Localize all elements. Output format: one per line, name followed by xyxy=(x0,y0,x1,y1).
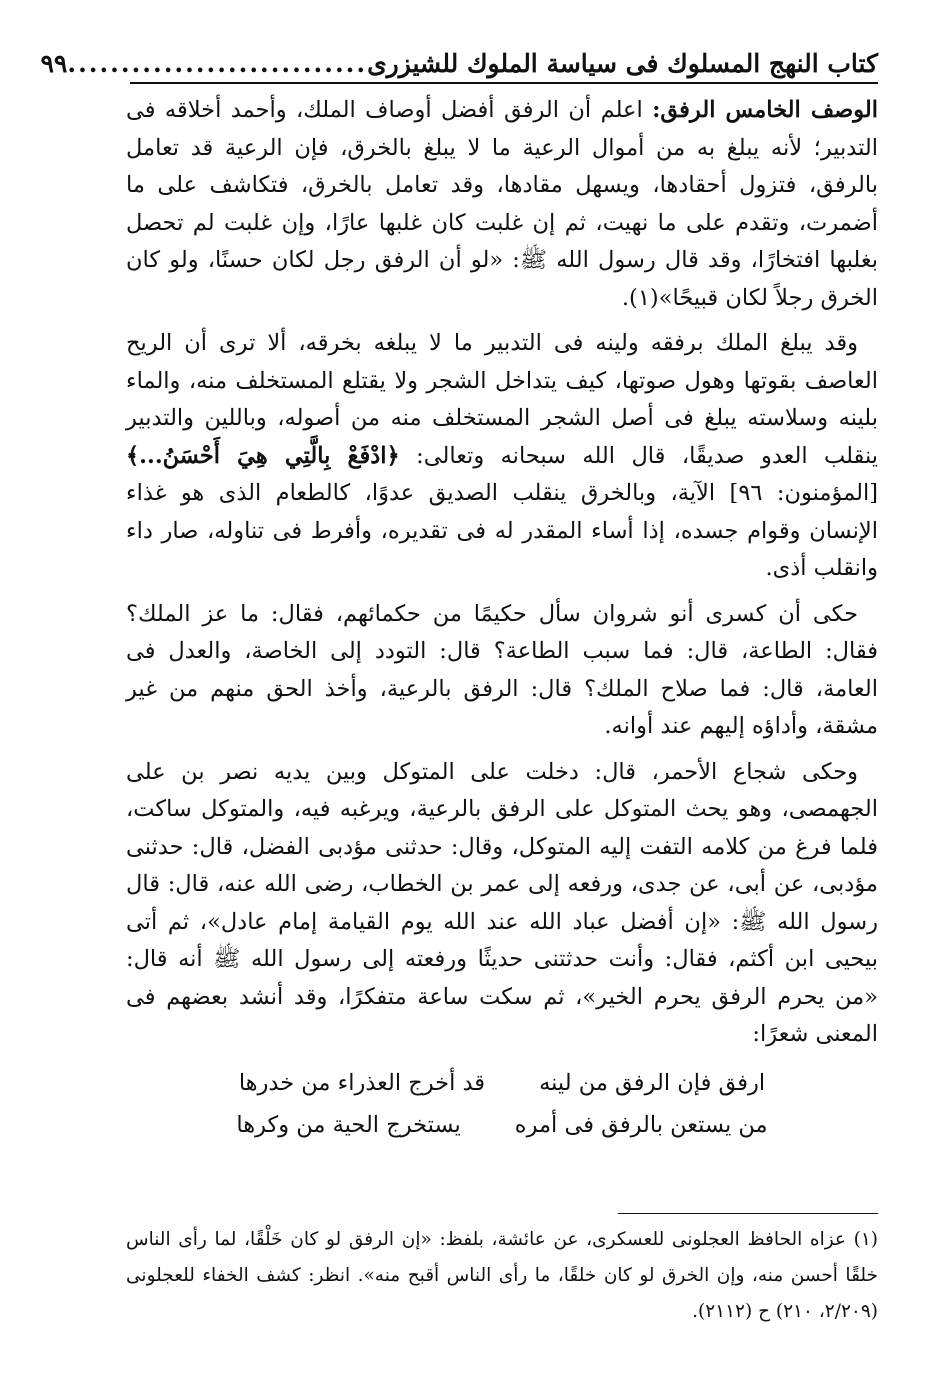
header-leader-dots: ............................ xyxy=(67,49,368,78)
paragraph-text: [المؤمنون: ٩٦] الآية، وبالخرق ينقلب الصديق عدوًا، كالطعام الذى هو غذاء الإنسان وقوام جسده، إذا أساء المقدر له فى تقديره، وأفرط فى تناوله، صار داء وانقلب أذى. xyxy=(126,480,878,581)
paragraph-gentleness xyxy=(126,92,878,317)
paragraph-kisra: حكى أن كسرى أنو شروان سأل حكيمًا من حكمائهم، فقال: ما عز الملك؟ فقال: الطاعة، قال: فما سبب الطاعة؟ قال: التودد إلى الخاصة، والعدل فى العامة، قال: فما صلاح الملك؟ قال: الرفق بالرعية، وأخذ الحق منهم من غير مشقة، وأداؤه إليهم عند أوانه. xyxy=(126,600,878,739)
poem xyxy=(126,1062,878,1146)
poem-verse xyxy=(126,1104,878,1146)
hemistich-second: قد أخرج العذراء من خدرها xyxy=(238,1069,486,1096)
running-header xyxy=(40,38,878,84)
poem-verse xyxy=(126,1062,878,1104)
paragraph-text: اعلم أن الرفق أفضل أوصاف الملك، وأحمد أخلاقه فى التدبير؛ لأنه يبلغ به من أموال الرعية ما لا يبلغ بالخرق، فإن الرعية قد تعامل بالرفق، فتزول أحقادها، ويسهل مقادها، وقد تعامل بالخرق، فتكاشف على ما أضمرت، وتقدم على ما نهيت، ثم إن غلبت كان غلبها عارًا، وإن غلبت لم تحصل بغلبها افتخارًا، وقد قال رسول الله ﷺ: «لو أن الرفق رجل لكان حسنًا، ولو كان الخرق رجلاً لكان قبيحًا»(١). xyxy=(126,97,878,311)
paragraph-king-gentleness xyxy=(126,325,878,588)
paragraph-text: وقد يبلغ الملك برفقه ولينه فى التدبير ما لا يبلغه بخرقه، ألا ترى أن الريح العاصف بقوتها وهول صوتها، كيف يتداخل الشجر ولا يقتلع المستخلف منه، والماء بلينه وسلاسته يبلغ فى أصل الشجر المستخلف منه من أصوله، وباللين والتدبير ينقلب العدو صديقًا، قال الله سبحانه وتعالى: xyxy=(126,330,878,469)
footnote-separator xyxy=(618,1213,878,1214)
footnotes xyxy=(126,1222,878,1330)
hemistich-second: يستخرج الحية من وكرها xyxy=(236,1111,461,1138)
book-title: كتاب النهج المسلوك فى سياسة الملوك للشيزرى xyxy=(367,49,878,78)
main-text xyxy=(126,92,878,1146)
footnote-1: (١) عزاه الحافظ العجلونى للعسكرى، عن عائشة، بلفظ: «إن الرفق لو كان خَلْقًا، لما رأى الناس خلقًا أحسن منه، وإن الخرق لو كان خلقًا، ما رأى الناس أقبح منه». انظر: كشف الخفاء للعجلونى (٢/٢٠٩، ٢١٠) ح (٢١١٢). xyxy=(126,1229,878,1322)
paragraph-shuja: وحكى شجاع الأحمر، قال: دخلت على المتوكل وبين يديه نصر بن على الجهمصى، وهو يحث المتوكل على الرفق بالرعية، ويرغبه فيه، والمتوكل ساكت، فلما فرغ من كلامه التفت إليه المتوكل، وقال: حدثنى مؤدبى الفضل، قال: حدثنى مؤدبى، عن أبى، عن جدى، ورفعه إلى عمر بن الخطاب، رضى الله عنه، قال: قال رسول الله ﷺ: «إن أفضل عباد الله عند الله يوم القيامة إمام عادل»، ثم أتى بيحيى ابن أكثم، فقال: وأنت حدثتنى حديثًا ورفعته إلى رسول الله ﷺ أنه قال: «من يحرم الرفق يحرم الخير»، ثم سكت ساعة متفكرًا، وقد أنشد بعضهم فى المعنى شعرًا: xyxy=(126,758,878,1047)
hemistich-first: من يستعن بالرفق فى أمره xyxy=(514,1111,768,1138)
hemistich-first: ارفق فإن الرفق من لينه xyxy=(539,1069,766,1096)
section-heading: الوصف الخامس الرفق: xyxy=(652,97,878,123)
quran-verse: ﴿ادْفَعْ بِالَّتِي هِيَ أَحْسَنُ...﴾ xyxy=(126,442,400,469)
page-number: ٩٩ xyxy=(40,49,68,78)
